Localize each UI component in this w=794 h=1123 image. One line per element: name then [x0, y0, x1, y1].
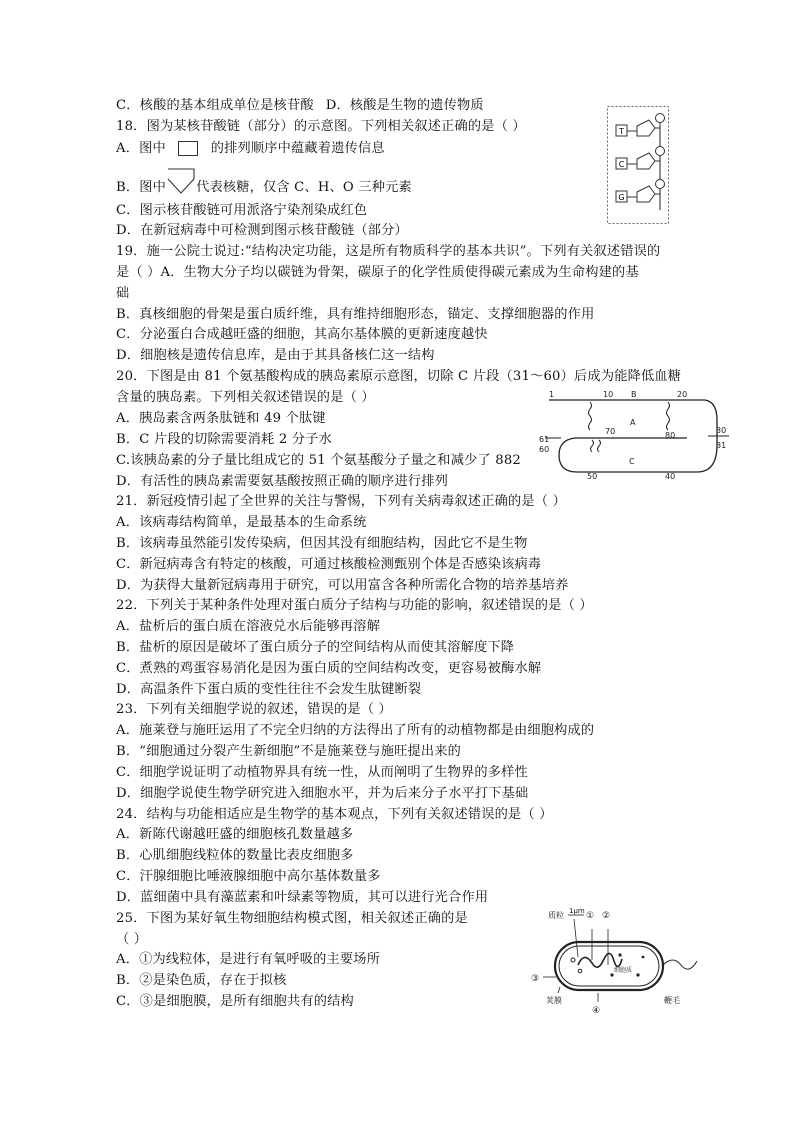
- svg-text:80: 80: [665, 431, 676, 440]
- svg-text:70: 70: [605, 427, 616, 436]
- q18-option-a: A．图中 的排列顺序中蕴藏着遗传信息: [116, 141, 385, 156]
- svg-text:50: 50: [587, 472, 598, 481]
- q22-option-b: B．盐析的原因是破坏了蛋白质分子的空间结构从而使其溶解度下降: [116, 640, 515, 655]
- svg-text:荚膜: 荚膜: [546, 996, 562, 1005]
- svg-text:①: ①: [586, 911, 595, 921]
- svg-text:细胞质: 细胞质: [614, 967, 633, 974]
- q18-option-c: C．图示核苷酸链可用派洛宁染剂染成红色: [116, 203, 368, 218]
- question-17-options: [116, 96, 484, 116]
- q20-stem-line2: 含量的胰岛素。下列相关叙述错误的是（ ）: [116, 390, 375, 405]
- svg-text:61: 61: [539, 435, 550, 444]
- svg-text:1μm: 1μm: [569, 907, 585, 915]
- q23-option-d: D．细胞学说使生物学研究进入细胞水平，并为后来分子水平打下基础: [116, 786, 529, 801]
- q17-option-c: C．核酸的基本组成单位是核苷酸: [116, 98, 314, 113]
- q19-stem-line1: 19．施一公院士说过:“结构决定功能，这是所有物质科学的基本共识”。下列有关叙述错误的: [116, 244, 661, 259]
- base-label: C: [618, 160, 625, 169]
- base-label: G: [618, 193, 625, 202]
- bacterium-figure: [528, 905, 704, 1017]
- svg-text:1: 1: [549, 390, 555, 399]
- nucleotide-unit: [616, 114, 665, 137]
- q19-stem-line2: 是（ ）A．生物大分子均以碳链为骨架，碳原子的化学性质使得碳元素成为生命构建的基: [116, 265, 639, 280]
- q24-option-d: D．蓝细菌中具有藻蓝素和叶绿素等物质，其可以进行光合作用: [116, 890, 489, 905]
- q19-option-d: D．细胞核是遗传信息库，是由于其具备核仁这一结构: [116, 348, 435, 363]
- nucleotide-unit: [616, 180, 665, 203]
- rect-symbol-icon: [178, 141, 198, 156]
- nucleotide-chain-figure: [607, 106, 669, 224]
- svg-text:B: B: [631, 390, 637, 399]
- q20-option-b: B．C 片段的切除需要消耗 2 分子水: [116, 432, 332, 447]
- q20-option-a: A．胰岛素含两条肽链和 49 个肽键: [116, 411, 326, 426]
- svg-text:A: A: [630, 418, 636, 427]
- q23-stem: 23．下列有关细胞学说的叙述，错误的是（ ）: [116, 702, 392, 717]
- q19-option-b: B．真核细胞的骨架是蛋白质纤维，具有维持细胞形态，锚定、支撑细胞器的作用: [116, 307, 595, 322]
- svg-text:C: C: [629, 457, 635, 466]
- q21-option-a: A．该病毒结构简单，是最基本的生命系统: [116, 515, 367, 530]
- q25-stem: 25．下图为某好氧生物细胞结构模式图，相关叙述正确的是: [116, 911, 468, 926]
- q21-option-b: B．该病毒虽然能引发传染病，但因其没有细胞结构，因此它不是生物: [116, 536, 528, 551]
- q25-option-a: A．①为线粒体，是进行有氧呼吸的主要场所: [116, 952, 381, 967]
- q20-option-d: D．有活性的胰岛素需要氨基酸按照正确的顺序进行排列: [116, 474, 449, 489]
- svg-text:30: 30: [716, 426, 727, 435]
- q24-option-a: A．新陈代谢越旺盛的细胞核孔数量越多: [116, 827, 354, 842]
- q20-option-c: C.该胰岛素的分子量比组成它的 51 个氨基酸分子量之和减少了 882: [116, 453, 522, 468]
- q22-stem: 22．下列关于某种条件处理对蛋白质分子结构与功能的影响，叙述错误的是（ ）: [116, 598, 593, 613]
- svg-text:10: 10: [603, 390, 614, 399]
- q24-stem: 24．结构与功能相适应是生物学的基本观点，下列有关叙述错误的是（ ）: [116, 807, 553, 822]
- svg-text:鞭毛: 鞭毛: [664, 996, 680, 1005]
- base-label: T: [619, 127, 624, 136]
- q22-option-d: D．高温条件下蛋白质的变性往往不会发生肽键断裂: [116, 682, 422, 697]
- svg-text:②: ②: [602, 911, 611, 921]
- svg-text:60: 60: [539, 445, 550, 454]
- q24-option-b: B．心肌细胞线粒体的数量比表皮细胞多: [116, 848, 354, 863]
- q19-stem-line3: 础: [116, 286, 130, 301]
- svg-text:31: 31: [716, 441, 727, 450]
- svg-text:20: 20: [677, 390, 688, 399]
- q25-option-b: B．②是染色质，存在于拟核: [116, 973, 287, 988]
- q23-option-a: A．施莱登与施旺运用了不完全归纳的方法得出了所有的动植物都是由细胞构成的: [116, 723, 595, 738]
- q18-stem: 18．图为某核苷酸链（部分）的示意图。下列相关叙述正确的是（ ）: [116, 119, 526, 134]
- q22-option-a: A．盐析后的蛋白质在溶液兑水后能够再溶解: [116, 619, 381, 634]
- nucleotide-unit: [616, 147, 665, 170]
- q19-option-c: C．分泌蛋白合成越旺盛的细胞，其高尔基体膜的更新速度越快: [116, 327, 488, 342]
- q23-option-c: C．细胞学说证明了动植物界具有统一性，从而阐明了生物界的多样性: [116, 765, 528, 780]
- q23-option-b: B．“细胞通过分裂产生新细胞”不是施莱登与施旺提出来的: [116, 744, 462, 759]
- q17-option-d: D．核酸是生物的遗传物质: [325, 98, 484, 113]
- proinsulin-figure: [537, 390, 732, 482]
- q18-option-b: B．图中 代表核糖，仅含 C、H、O 三种元素: [116, 178, 412, 198]
- q21-option-c: C．新冠病毒含有特定的核酸，可通过核酸检测甄别个体是否感染该病毒: [116, 557, 542, 572]
- pentagon-symbol-icon: [166, 165, 196, 197]
- svg-text:④: ④: [592, 1006, 601, 1016]
- svg-text:③: ③: [531, 974, 540, 984]
- q21-option-d: D．为获得大量新冠病毒用于研究，可以用富含各种所需化合物的培养基培养: [116, 578, 569, 593]
- q20-stem-line1: 20．下图是由 81 个氨基酸构成的胰岛素原示意图，切除 C 片段（31～60）后成为能降低血糖: [116, 369, 682, 384]
- q24-option-c: C．汗腺细胞比唾液腺细胞中高尔基体数量多: [116, 869, 381, 884]
- q22-option-c: C．煮熟的鸡蛋容易消化是因为蛋白质的空间结构改变，更容易被酶水解: [116, 661, 542, 676]
- q18-option-d: D．在新冠病毒中可检测到图示核苷酸链（部分）: [116, 223, 408, 238]
- q21-stem: 21．新冠疫情引起了全世界的关注与警惕，下列有关病毒叙述正确的是（ ）: [116, 494, 566, 509]
- q25-option-c: C．③是细胞膜，是所有细胞共有的结构: [116, 994, 354, 1009]
- svg-text:质粒: 质粒: [548, 911, 564, 920]
- svg-text:40: 40: [665, 472, 676, 481]
- q25-answer-paren: （ ）: [116, 932, 148, 947]
